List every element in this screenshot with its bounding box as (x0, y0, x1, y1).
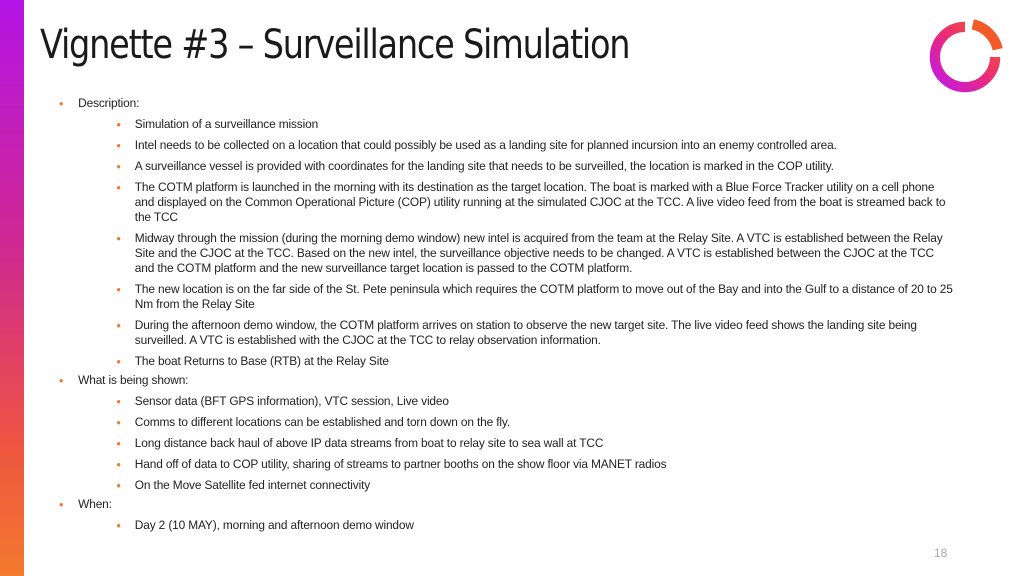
list-item: • Long distance back haul of above IP data streams from boat to relay site to sea wall at TCC (116, 436, 956, 451)
sub-bullet-list (116, 394, 956, 493)
section-what-is-shown (58, 373, 956, 493)
list-item: • Comms to different locations can be established and torn down on the fly. (116, 415, 956, 430)
ring-logo-icon (922, 14, 1008, 100)
section-label: Description: (78, 96, 140, 110)
list-item: • The COTM platform is launched in the morning with its destination as the target location. The boat is marked with a Blue Force Tracker utility on a cell phone and displayed on the Common Operational Picture (COP) utility running at the simulated CJOC at the TCC. A live video feed from the boat is streamed back to the TCC (116, 180, 956, 225)
list-item: • Intel needs to be collected on a location that could possibly be used as a landing site for planned incursion into an enemy controlled area. (116, 138, 956, 153)
bullet-list (58, 96, 956, 533)
slide-content (58, 96, 956, 537)
sub-bullet-list (116, 518, 956, 533)
section-description (58, 96, 956, 369)
list-item: • During the afternoon demo window, the COTM platform arrives on station to observe the new target site. The live video feed shows the landing site being surveilled. A VTC is established with the CJOC at the TCC to relay observation information. (116, 318, 956, 348)
list-item: • Day 2 (10 MAY), morning and afternoon demo window (116, 518, 956, 533)
section-label: When: (78, 497, 112, 511)
list-item: • The boat Returns to Base (RTB) at the Relay Site (116, 354, 956, 369)
sub-bullet-list (116, 117, 956, 369)
list-item: • The new location is on the far side of the St. Pete peninsula which requires the COTM platform to move out of the Bay and into the Gulf to a distance of 20 to 25 Nm from the Relay Site (116, 282, 956, 312)
section-when (58, 497, 956, 533)
list-item: • A surveillance vessel is provided with coordinates for the landing site that needs to be surveilled, the location is marked in the COP utility. (116, 159, 956, 174)
page-number: 18 (934, 546, 948, 560)
gradient-side-bar (0, 0, 24, 576)
section-label: What is being shown: (78, 373, 189, 387)
list-item: • Simulation of a surveillance mission (116, 117, 956, 132)
list-item: • Midway through the mission (during the morning demo window) new intel is acquired from the team at the Relay Site. A VTC is established between the Relay Site and the CJOC at the TCC. Based on the new intel, the surveillance objective needs to be changed. A VTC is established between the CJOC at the TCC and the COTM platform and the new surveillance target location is passed to the COTM platform. (116, 231, 956, 276)
list-item: • Sensor data (BFT GPS information), VTC session, Live video (116, 394, 956, 409)
list-item: • Hand off of data to COP utility, sharing of streams to partner booths on the show floor via MANET radios (116, 457, 956, 472)
slide-title: Vignette #3 – Surveillance Simulation (40, 22, 630, 68)
list-item: • On the Move Satellite fed internet connectivity (116, 478, 956, 493)
